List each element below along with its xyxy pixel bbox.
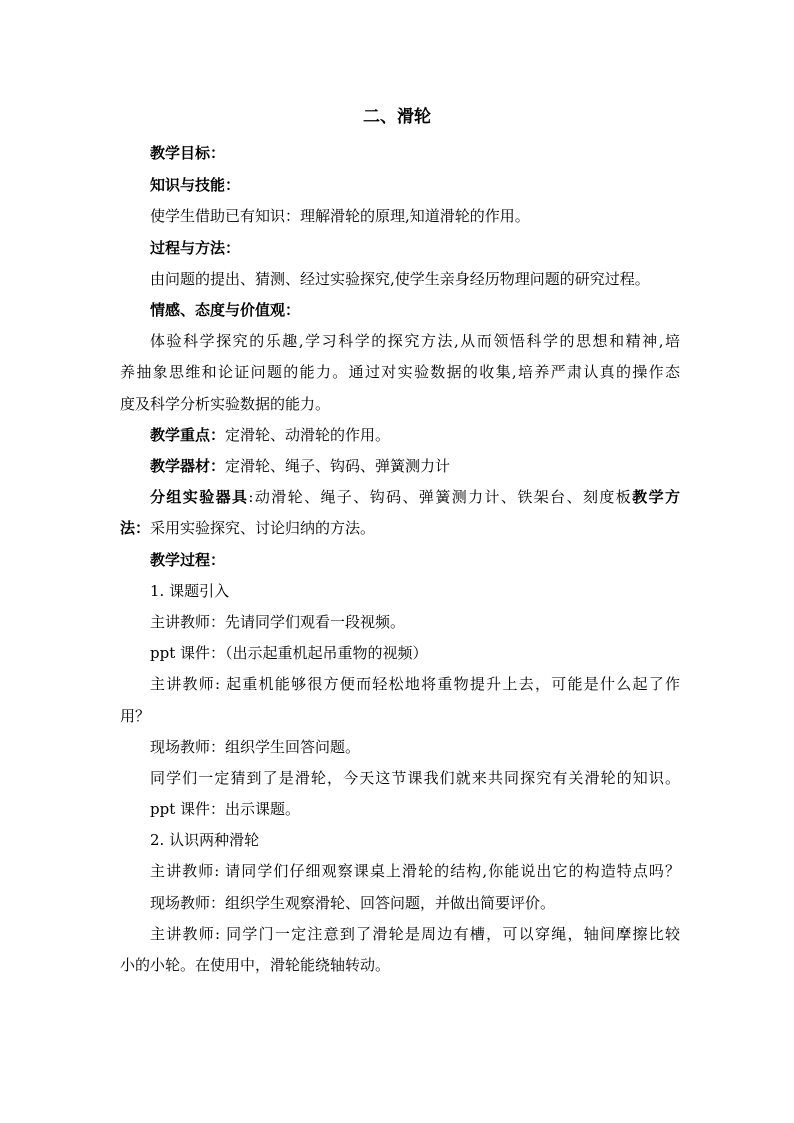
group-label: 分组实验器具	[150, 488, 249, 506]
emotion-heading: 情感、态度与价值观：	[150, 301, 301, 319]
focus-label: 教学重点：	[150, 426, 226, 444]
procedure-heading: 教学过程：	[150, 551, 226, 569]
method-label: 法：	[120, 519, 151, 537]
paragraph: 现场教师：组织学生回答问题。	[150, 738, 361, 756]
paragraph: 主讲教师：先请同学们观看一段视频。	[150, 613, 406, 631]
paragraph: 主讲教师: 起重机能够很方便而轻松地将重物提升上去，可能是什么起了作	[150, 675, 680, 693]
paragraph: 同学们一定猜到了是滑轮，今天这节课我们就来共同探究有关滑轮的知识。	[150, 769, 680, 787]
equipment-text: 定滑轮、绳子、钩码、弹簧测力计	[225, 457, 451, 475]
method-label: 教学方	[632, 488, 680, 506]
paragraph: 用？	[120, 707, 151, 725]
paragraph: 小的小轮。在使用中，滑轮能绕轴转动。	[120, 956, 391, 974]
equipment-label: 教学器材：	[150, 457, 226, 475]
paragraph: ppt 课件：（出示起重机起吊重物的视频）	[150, 644, 428, 662]
paragraph: ppt 课件：出示课题。	[150, 800, 301, 818]
knowledge-text: 使学生借助已有知识：理解滑轮的原理,知道滑轮的作用。	[150, 207, 530, 225]
objectives-heading: 教学目标：	[150, 144, 226, 162]
step-heading: 1. 课题引入	[150, 582, 230, 600]
process-text: 由问题的提出、猜测、经过实验探究,使学生亲身经历物理问题的研究过程。	[150, 270, 650, 288]
step-heading: 2. 认识两种滑轮	[150, 831, 260, 849]
emotion-text-line: 养抽象思维和论证问题的能力。通过对实验数据的收集,培养严肃认真的操作态	[120, 363, 680, 381]
paragraph: 主讲教师: 请同学们仔细观察课桌上滑轮的结构,你能说出它的构造特点吗？	[150, 862, 680, 880]
emotion-text-line: 度及科学分析实验数据的能力。	[120, 395, 331, 413]
knowledge-heading: 知识与技能：	[150, 176, 241, 194]
group-equipment	[150, 486, 680, 508]
paragraph: 主讲教师: 同学门一定注意到了滑轮是周边有槽，可以穿绳，轴间摩擦比较	[150, 925, 680, 943]
page-title: 二、滑轮	[363, 107, 431, 127]
teaching-focus	[150, 424, 680, 446]
group-text: :动滑轮、绳子、钩码、弹簧测力计、铁架台、刻度板	[248, 488, 633, 506]
teaching-method	[120, 517, 680, 539]
teaching-equipment	[150, 455, 680, 477]
paragraph: 现场教师：组织学生观察滑轮、回答问题，并做出简要评价。	[150, 894, 556, 912]
process-heading: 过程与方法：	[150, 239, 241, 257]
method-text: 采用实验探究、讨论归纳的方法。	[150, 519, 376, 537]
focus-text: 定滑轮、动滑轮的作用。	[225, 426, 391, 444]
emotion-text-line: 体验科学探究的乐趣,学习科学的探究方法,从而领悟科学的思想和精神,培	[150, 332, 680, 350]
